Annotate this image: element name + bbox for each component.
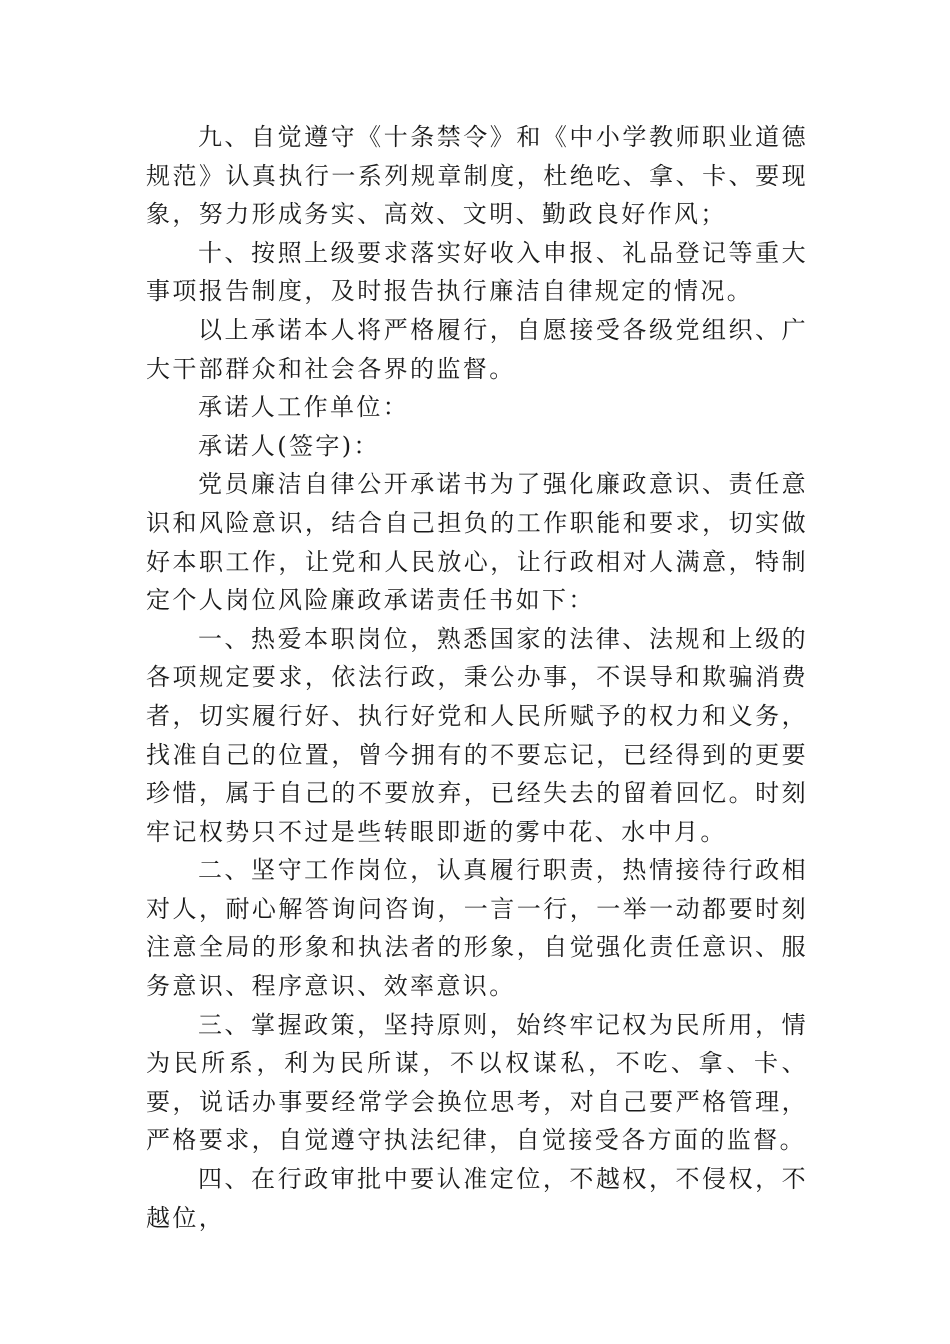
paragraph-item-4: 四、在行政审批中要认准定位，不越权，不侵权，不越位， — [146, 1165, 808, 1232]
intro-paragraph: 党员廉洁自律公开承诺书为了强化廉政意识、责任意识和风险意识，结合自己担负的工作职能和要求，切实做好本职工作，让党和人民放心，让行政相对人满意，特制定个人岗位风险廉政承诺责任书如下： — [146, 470, 808, 615]
work-unit-label: 承诺人工作单位： — [198, 393, 410, 422]
paragraph-item-2: 二、坚守工作岗位，认真履行职责，热情接待行政相对人，耐心解答询问咨询，一言一行，一举一动都要时刻注意全局的形象和执法者的形象，自觉强化责任意识、服务意识、程序意识、效率意识。 — [146, 856, 808, 1001]
paragraph-item-10: 十、按照上级要求落实好收入申报、礼品登记等重大事项报告制度，及时报告执行廉洁自律规定的情况。 — [146, 238, 808, 306]
paragraph-item-3: 三、掌握政策，坚持原则，始终牢记权为民所用，情为民所系，利为民所谋，不以权谋私，不吃、拿、卡、要，说话办事要经常学会换位思考，对自己要严格管理，严格要求，自觉遵守执法纪律，自觉接受各方面的监督。 — [146, 1010, 808, 1155]
paragraph-item-1: 一、热爱本职岗位，熟悉国家的法律、法规和上级的各项规定要求，依法行政，秉公办事，不误导和欺骗消费者，切实履行好、执行好党和人民所赋予的权力和义务，找准自己的位置，曾今拥有的不要忘记，已经得到的更要珍惜，属于自己的不要放弃，已经失去的留着回忆。时刻牢记权势只不过是些转眼即逝的雾中花、水中月。 — [146, 624, 808, 846]
paragraph-item-9: 九、自觉遵守《十条禁令》和《中小学教师职业道德规范》认真执行一系列规章制度，杜绝吃、拿、卡、要现象，努力形成务实、高效、文明、勤政良好作风； — [146, 123, 808, 229]
signature-label: 承诺人(签字)： — [198, 431, 380, 460]
commitment-statement: 以上承诺本人将严格履行，自愿接受各级党组织、广大干部群众和社会各界的监督。 — [146, 315, 808, 383]
document-body — [146, 118, 808, 1237]
